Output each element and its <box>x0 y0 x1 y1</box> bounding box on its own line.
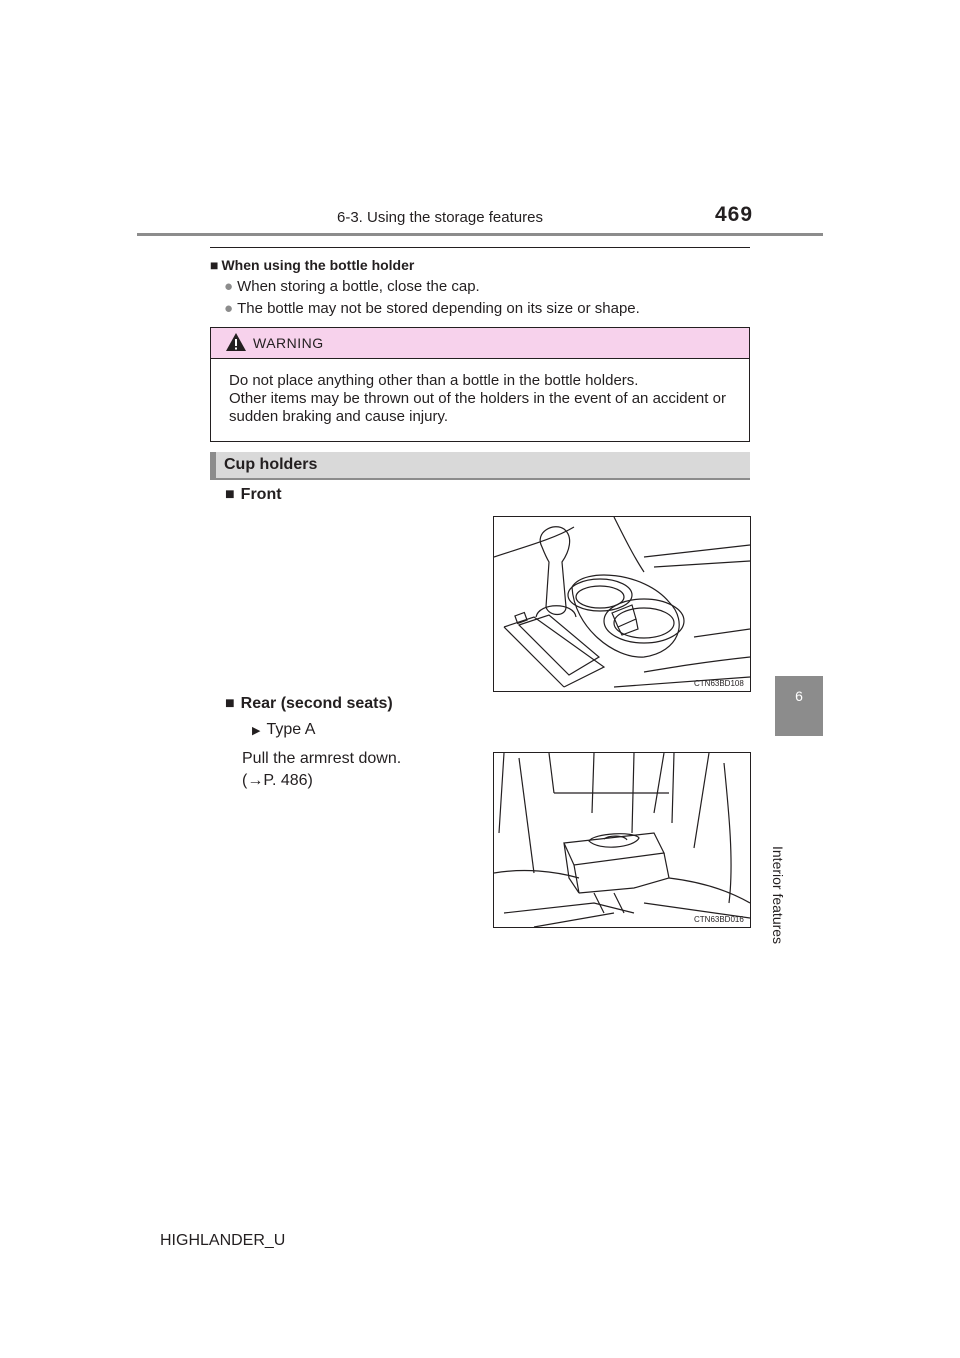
warning-text-line: Do not place anything other than a bottle in the bottle holders. <box>229 372 639 389</box>
front-heading: ■ Front <box>225 486 282 503</box>
warning-text-line: sudden braking and cause injury. <box>229 408 449 425</box>
circle-bullet-icon: ● <box>224 278 234 295</box>
bottle-note-bullet: ● The bottle may not be stored depending on its size or shape. <box>224 300 640 317</box>
page-number: 469 <box>715 203 754 226</box>
section-title: 6-3. Using the storage features <box>337 209 543 226</box>
header-rule <box>137 233 823 236</box>
square-bullet-icon: ■ <box>225 486 235 503</box>
bottle-note-bullet: ● When storing a bottle, close the cap. <box>224 278 480 295</box>
rear-instruction: Pull the armrest down. <box>242 750 402 767</box>
illustration-code: CTN63BD108 <box>694 679 744 688</box>
rear-heading: ■ Rear (second seats) <box>225 695 393 712</box>
circle-bullet-icon: ● <box>224 300 234 317</box>
center-console-illustration <box>494 517 750 691</box>
rear-armrest-illustration <box>493 752 751 928</box>
illustration-code: CTN63BD016 <box>694 915 744 924</box>
chapter-tab <box>775 676 823 736</box>
cup-holders-title: Cup holders <box>224 456 318 473</box>
bottle-holder-heading: ■ When using the bottle holder <box>210 257 415 273</box>
rear-type-label: ▶ Type A <box>252 721 316 738</box>
section-rule <box>210 247 750 248</box>
warning-text-line: Other items may be thrown out of the holders in the event of an accident or <box>229 390 726 407</box>
square-bullet-icon: ■ <box>225 695 235 712</box>
heading-accent <box>210 452 216 480</box>
warning-title: WARNING <box>253 335 324 351</box>
warning-triangle-icon <box>225 332 247 352</box>
chapter-label: Interior features <box>770 846 786 945</box>
square-bullet-icon: ■ <box>210 257 219 273</box>
arrow-bullet-icon: ▶ <box>252 725 261 737</box>
front-cup-holder-illustration <box>493 516 751 692</box>
footer-model: HIGHLANDER_U <box>160 1232 286 1249</box>
chapter-number: 6 <box>795 688 803 704</box>
rear-seat-illustration <box>494 753 750 927</box>
page-reference-link[interactable]: (→P. 486) <box>242 772 313 789</box>
